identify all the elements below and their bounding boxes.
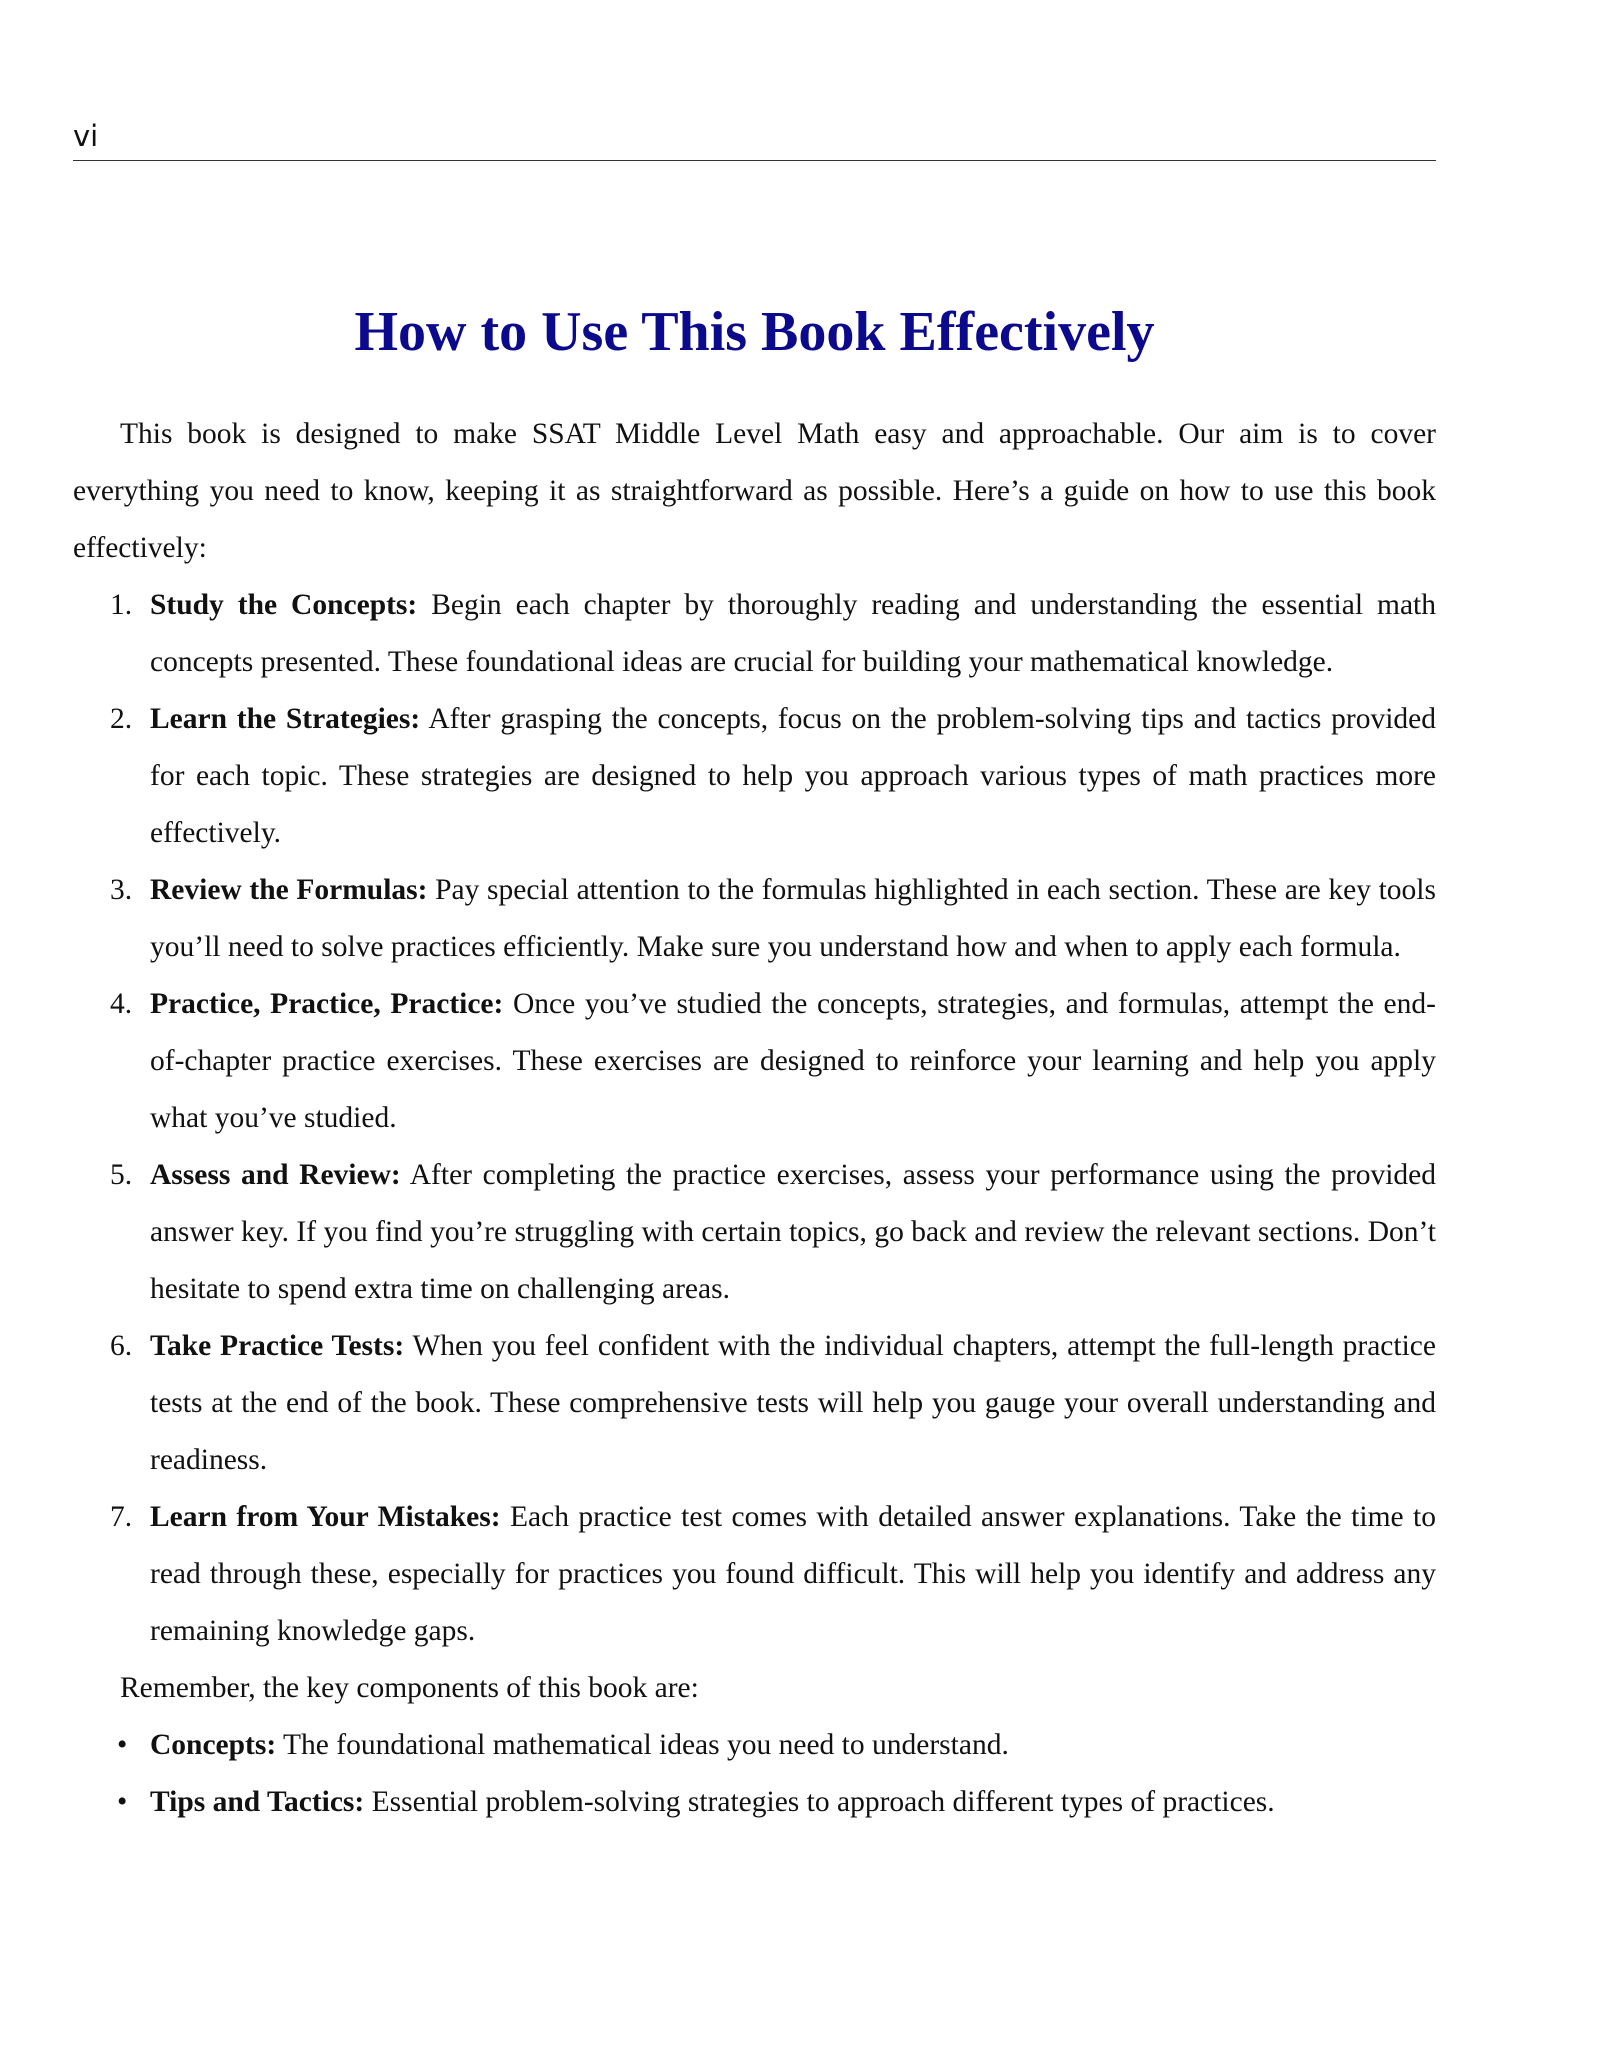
list-item-number: 7. — [110, 1501, 133, 1533]
list-item-text: Essential problem-solving strategies to approach different types of practices. — [364, 1786, 1275, 1818]
list-item — [73, 1147, 1436, 1318]
list-item-number: 2. — [110, 703, 133, 735]
page-number: vi — [73, 119, 99, 153]
list-item-term: Learn from Your Mistakes: — [150, 1501, 501, 1533]
list-item-term: Concepts: — [150, 1729, 277, 1761]
list-item — [73, 976, 1436, 1147]
list-item-text: When you feel confident with the individual chapters, attempt the full-length practice tests at the end of the book. These comprehensive tests will help you gauge your overall understanding and readiness. — [150, 1330, 1436, 1476]
list-item — [73, 1774, 1436, 1831]
list-item — [73, 1489, 1436, 1660]
list-item-term: Assess and Review: — [150, 1159, 401, 1191]
list-item-number: 1. — [110, 589, 133, 621]
list-item — [73, 691, 1436, 862]
list-item-text: Each practice test comes with detailed answer explanations. Take the time to read through these, especially for practices you found difficult. This will help you identify and address any remaining knowledge gaps. — [150, 1501, 1436, 1647]
intro-paragraph: This book is designed to make SSAT Middle Level Math easy and approachable. Our aim is to cover everything you need to know, keeping it as straightforward as possible. Here’s a guide on how to use this book effectively: — [73, 418, 1436, 564]
list-item-text: The foundational mathematical ideas you need to understand. — [276, 1729, 1009, 1761]
closing-paragraph: Remember, the key components of this book are: — [120, 1672, 699, 1704]
list-item-term: Learn the Strategies: — [150, 703, 421, 735]
list-item-number: 4. — [110, 988, 133, 1020]
steps-list — [73, 577, 1436, 1660]
list-item-number: 6. — [110, 1330, 133, 1362]
list-item-text: Begin each chapter by thoroughly reading and understanding the essential math concepts presented. These foundational ideas are crucial for building your mathematical knowledge. — [150, 589, 1436, 678]
bullet-icon: • — [117, 1786, 128, 1818]
list-item — [73, 577, 1436, 691]
bullet-icon: • — [117, 1729, 128, 1761]
page-title: How to Use This Book Effectively — [354, 301, 1155, 363]
list-item-text: Once you’ve studied the concepts, strategies, and formulas, attempt the end-of-chapter practice exercises. These exercises are designed to reinforce your learning and help you apply what you’ve studied. — [150, 988, 1436, 1134]
list-item-text: After completing the practice exercises, assess your performance using the provided answer key. If you find you’re struggling with certain topics, go back and review the relevant sections. Don’t hesitate to spend extra time on challenging areas. — [150, 1159, 1436, 1305]
list-item — [73, 1318, 1436, 1489]
list-item — [73, 1717, 1436, 1774]
list-item-term: Take Practice Tests: — [150, 1330, 405, 1362]
list-item-text: After grasping the concepts, focus on the problem-solving tips and tactics provided for each topic. These strategies are designed to help you approach various types of math practices more effectively. — [150, 703, 1436, 849]
components-list — [73, 1717, 1436, 1831]
list-item-text: Pay special attention to the formulas highlighted in each section. These are key tools you’ll need to solve practices efficiently. Make sure you understand how and when to apply each formula. — [150, 874, 1436, 963]
list-item-term: Review the Formulas: — [150, 874, 428, 906]
list-item-number: 3. — [110, 874, 133, 906]
body-text — [73, 406, 1436, 1831]
list-item-term: Practice, Practice, Practice: — [150, 988, 504, 1020]
running-header — [73, 118, 1436, 161]
list-item-number: 5. — [110, 1159, 133, 1191]
list-item-term: Tips and Tactics: — [150, 1786, 365, 1818]
list-item-term: Study the Concepts: — [150, 589, 418, 621]
list-item — [73, 862, 1436, 976]
